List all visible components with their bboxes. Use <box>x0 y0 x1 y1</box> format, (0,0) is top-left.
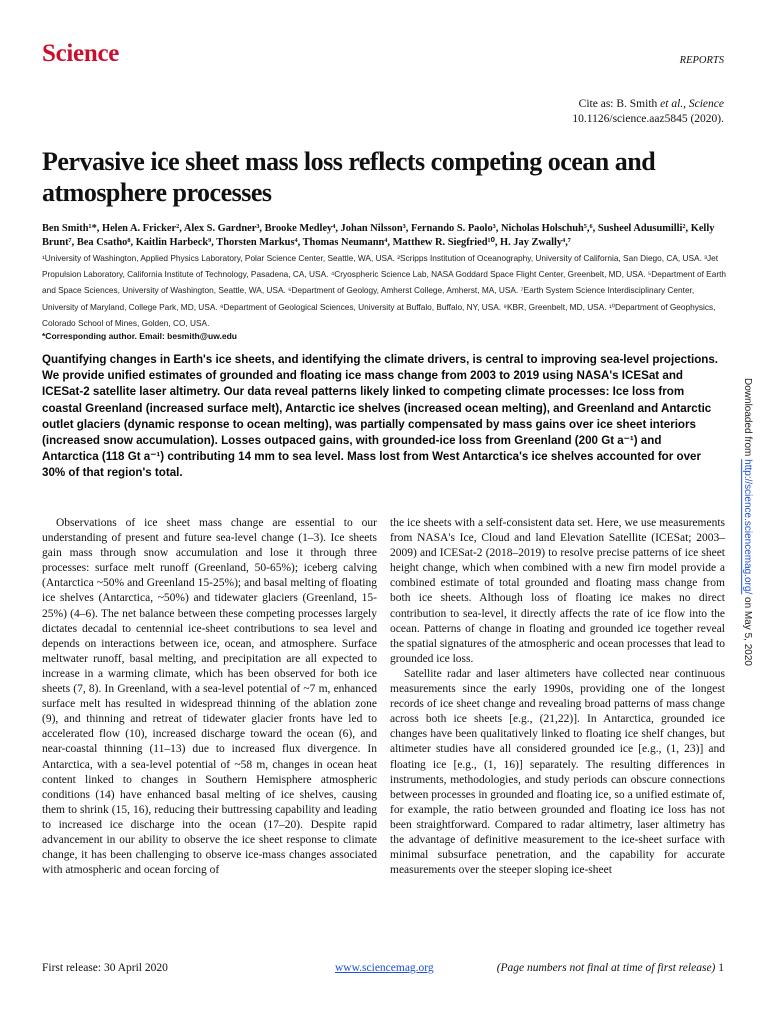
author-list: Ben Smith¹*, Helen A. Fricker², Alex S. Gardner³, Brooke Medley⁴, Johan Nilsson³, Fernando S. Paolo³, Nicholas Holschuh⁵,⁶, Susheel Adusumilli², Kelly Brunt⁷, Bea Csatho⁸, Kaitlin Harbeck⁹, Thorsten Markus⁴, Thomas Neumann⁴, Matthew R. Siegfried¹⁰, H. Jay Zwally⁴,⁷ <box>42 223 715 248</box>
website-link[interactable]: www.sciencemag.org <box>335 962 434 974</box>
download-stamp <box>742 378 753 666</box>
journal-logo: Science <box>42 40 120 67</box>
section-label: REPORTS <box>679 55 724 66</box>
citation-etal: et al., Science <box>660 98 724 110</box>
body-paragraph: the ice sheets with a self-consistent data set. Here, we use measurements from NASA's Ice, Cloud and land Elevation Satellite (ICESat; 2003–2009) and ICESat-2 (2018–2019) to resolve precise patterns of ice sheet height change, which when combined with a new firn model provide a combined estimate of total grounded and floating mass change from both ice sheets. Although loss of floating ice makes no direct contribution to sea-level, it directly affects the rate of ice flow into the ocean. Patterns of change in floating and grounded ice together reveal the spatial signatures of the atmospheric and ocean processes that lead to grounded ice loss. <box>390 517 725 665</box>
body-paragraph: Observations of ice sheet mass change are essential to our understanding of present and future sea-level change (1–3). Ice sheets gain mass through snow accumulation and lose it through three processes: surface melt runoff (Greenland, 50-65%); iceberg calving (Antarctica ~50% and Greenland 15-25%); and basal melting of floating ice shelves (Antarctica, ~50%) and tidewater glaciers (Greenland, 15-25%) (4–6). The net balance between these competing processes largely dictates decadal to centennial ice-sheet contributions to sea level and depends on interactions between ice, ocean, and atmosphere. Surface meltwater runoff, basal melting, and precipitation are all expected to increase in a warming climate, which has been observed for both ice sheets (7, 8). In Greenland, with a sea-level potential of ~7 m, enhanced surface melt has resulted in widespread thinning of the ablation zone (9), and thinning and retreat of tidewater glacier fronts have led to accelerated flow (10), increased discharge toward the ocean (6), and near-coastal thinning (11–13) due to increased flux divergence. In Antarctica, with a sea-level potential of ~58 m, changes in ocean heat content linked to changes in Southern Hemisphere atmospheric conditions (14) have enhanced basal melting of ice shelves, causing them to shrink (15, 16), reducing their buttressing capability and leading to increased ice discharge into the ocean (17–20). Despite rapid advancement in our ability to observe the ice sheet response to climate change, it has been challenging to observe ice-mass changes associated with atmospheric and ocean forcing of <box>42 517 377 877</box>
page-number: 1 <box>718 962 724 974</box>
body-column-left <box>42 516 377 878</box>
footer-right <box>497 962 724 974</box>
citation-doi: 10.1126/science.aaz5845 (2020). <box>572 113 724 125</box>
release-date: First release: 30 April 2020 <box>42 962 168 974</box>
abstract: Quantifying changes in Earth's ice sheets, and identifying the climate drivers, is central to improving sea-level projections. We provide unified estimates of grounded and floating ice mass change from 2003 to 2019 using NASA's ICESat and ICESat-2 satellite laser altimetry. Our data reveal patterns likely linked to competing climate processes: Ice loss from coastal Greenland (increased surface melt), Antarctic ice shelves (increased ocean melting), and Greenland and Antarctic outlet glaciers (dynamic response to ocean melting), was partially compensated by mass gains over ice sheet interiors (increased snow accumulation). Losses outpaced gains, with grounded-ice loss from Greenland (200 Gt a⁻¹) and Antarctica (118 Gt a⁻¹) contributing 14 mm to sea level. Mass lost from West Antarctica's ice shelves accounted for over 30% of that region's total. <box>42 353 719 480</box>
body-paragraph: Satellite radar and laser altimeters have collected near continuous measurements since the early 1990s, providing one of the longest records of ice sheet change and revealing broad patterns of mass change across both ice sheets [e.g., (21,22)]. In Antarctica, grounded ice changes have been qualitatively linked to floating ice shelf changes, but altimeter studies have all considered grounded ice [e.g., (1, 23)] and floating ice [e.g., (1, 16)] separately. The resulting differences in instruments, methodologies, and study periods can obscure connections between processes in grounded and floating ice, so a unified estimate of, for example, the ratio between grounded and floating ice loss has not been straightforward. Compared to radar altimetry, laser altimetry has the advantage of definitive measurement to the ice-sheet surface with minimal subsurface penetration, and the capability for accurate measurements over the steeper sloping ice-sheet <box>390 667 725 877</box>
affiliations: ¹University of Washington, Applied Physics Laboratory, Polar Science Center, Seattle, WA, USA. ²Scripps Institution of Oceanography, University of California, San Diego, CA, USA. ³Jet Propulsion Laboratory, California Institute of Technology, Pasadena, CA, USA. ⁴Cryospheric Science Lab, NASA Goddard Space Flight Center, Greenbelt, MD, USA. ⁵Department of Earth and Space Sciences, University of Washington, Seattle, WA, USA. ⁶Department of Geology, Amherst College, Amherst, MA, USA. ⁷Earth System Science Interdisciplinary Center, University of Maryland, College Park, MD, USA. ⁸Department of Geological Sciences, University at Buffalo, Buffalo, NY, USA. ⁹KBR, Greenbelt, MD, USA. ¹⁰Department of Geophysics, Colorado School of Mines, Golden, CO, USA. <box>42 253 727 328</box>
citation <box>572 97 724 127</box>
download-link[interactable]: http://science.sciencemag.org/ <box>742 459 753 595</box>
page-number-note: (Page numbers not final at time of first release) <box>496 962 716 974</box>
citation-prefix: Cite as: B. Smith <box>578 98 661 110</box>
download-stamp-suffix: on May 5, 2020 <box>742 594 753 666</box>
article-title: Pervasive ice sheet mass loss reflects competing ocean and atmosphere processes <box>42 147 656 207</box>
corresponding-author: *Corresponding author. Email: besmith@uw.edu <box>42 331 237 341</box>
download-stamp-prefix: Downloaded from <box>742 378 753 460</box>
body-column-right <box>390 516 725 878</box>
